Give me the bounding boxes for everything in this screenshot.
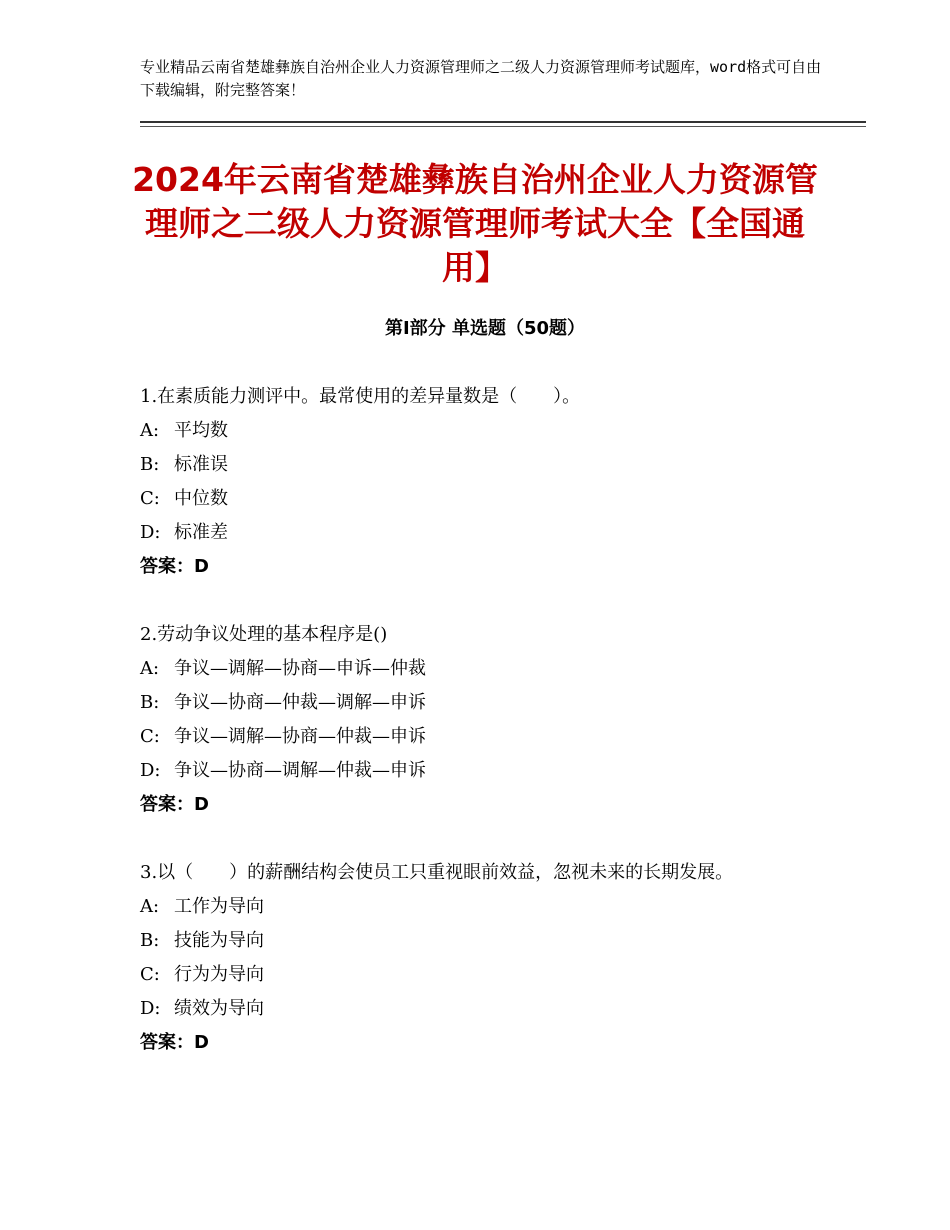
option-a xyxy=(140,414,820,448)
option-c xyxy=(140,720,820,754)
option-text: 争议—协商—仲裁—调解—申诉 xyxy=(174,692,426,713)
option-letter: D: xyxy=(140,998,161,1019)
option-letter: A: xyxy=(140,658,160,679)
header-note: 专业精品云南省楚雄彝族自治州企业人力资源管理师之二级人力资源管理师考试题库，word格式可自由下载编辑，附完整答案！ xyxy=(140,58,822,99)
question-stem: 3.以（ ）的薪酬结构会使员工只重视眼前效益，忽视未来的长期发展。 xyxy=(140,862,734,883)
option-b xyxy=(140,686,820,720)
option-text: 标准差 xyxy=(174,522,228,543)
answer: 答案：D xyxy=(140,556,209,577)
option-c xyxy=(140,482,820,516)
option-text: 行为为导向 xyxy=(174,964,264,985)
answer: 答案：D xyxy=(140,794,209,815)
option-d xyxy=(140,754,820,788)
option-letter: B: xyxy=(140,454,160,475)
option-b xyxy=(140,448,820,482)
option-c xyxy=(140,958,820,992)
question-3 xyxy=(140,856,820,1060)
option-letter: C: xyxy=(140,726,160,747)
question-stem: 2.劳动争议处理的基本程序是() xyxy=(140,624,388,645)
option-b xyxy=(140,924,820,958)
section-heading: 第Ⅰ部分 单选题（50题） xyxy=(384,318,585,339)
option-text: 技能为导向 xyxy=(174,930,264,951)
option-text: 工作为导向 xyxy=(174,896,264,917)
option-a xyxy=(140,890,820,924)
header-divider-thin xyxy=(140,126,866,127)
option-letter: A: xyxy=(140,420,160,441)
option-letter: A: xyxy=(140,896,160,917)
option-text: 中位数 xyxy=(174,488,228,509)
document-title: 2024年云南省楚雄彝族自治州企业人力资源管理师之二级人力资源管理师考试大全【全国通用】 xyxy=(132,160,818,287)
option-text: 绩效为导向 xyxy=(174,998,264,1019)
header-divider-thick xyxy=(140,121,866,123)
option-letter: B: xyxy=(140,692,160,713)
option-d xyxy=(140,516,820,550)
option-text: 平均数 xyxy=(174,420,228,441)
option-letter: B: xyxy=(140,930,160,951)
option-letter: D: xyxy=(140,760,161,781)
question-stem: 1.在素质能力测评中。最常使用的差异量数是（ ）。 xyxy=(140,386,581,407)
answer: 答案：D xyxy=(140,1032,209,1053)
option-letter: C: xyxy=(140,488,160,509)
option-a xyxy=(140,652,820,686)
option-text: 标准误 xyxy=(174,454,228,475)
option-text: 争议—调解—协商—仲裁—申诉 xyxy=(174,726,426,747)
option-text: 争议—协商—调解—仲裁—申诉 xyxy=(174,760,426,781)
option-text: 争议—调解—协商—申诉—仲裁 xyxy=(174,658,426,679)
question-1 xyxy=(140,380,820,584)
option-letter: C: xyxy=(140,964,160,985)
option-letter: D: xyxy=(140,522,161,543)
option-d xyxy=(140,992,820,1026)
question-2 xyxy=(140,618,820,822)
